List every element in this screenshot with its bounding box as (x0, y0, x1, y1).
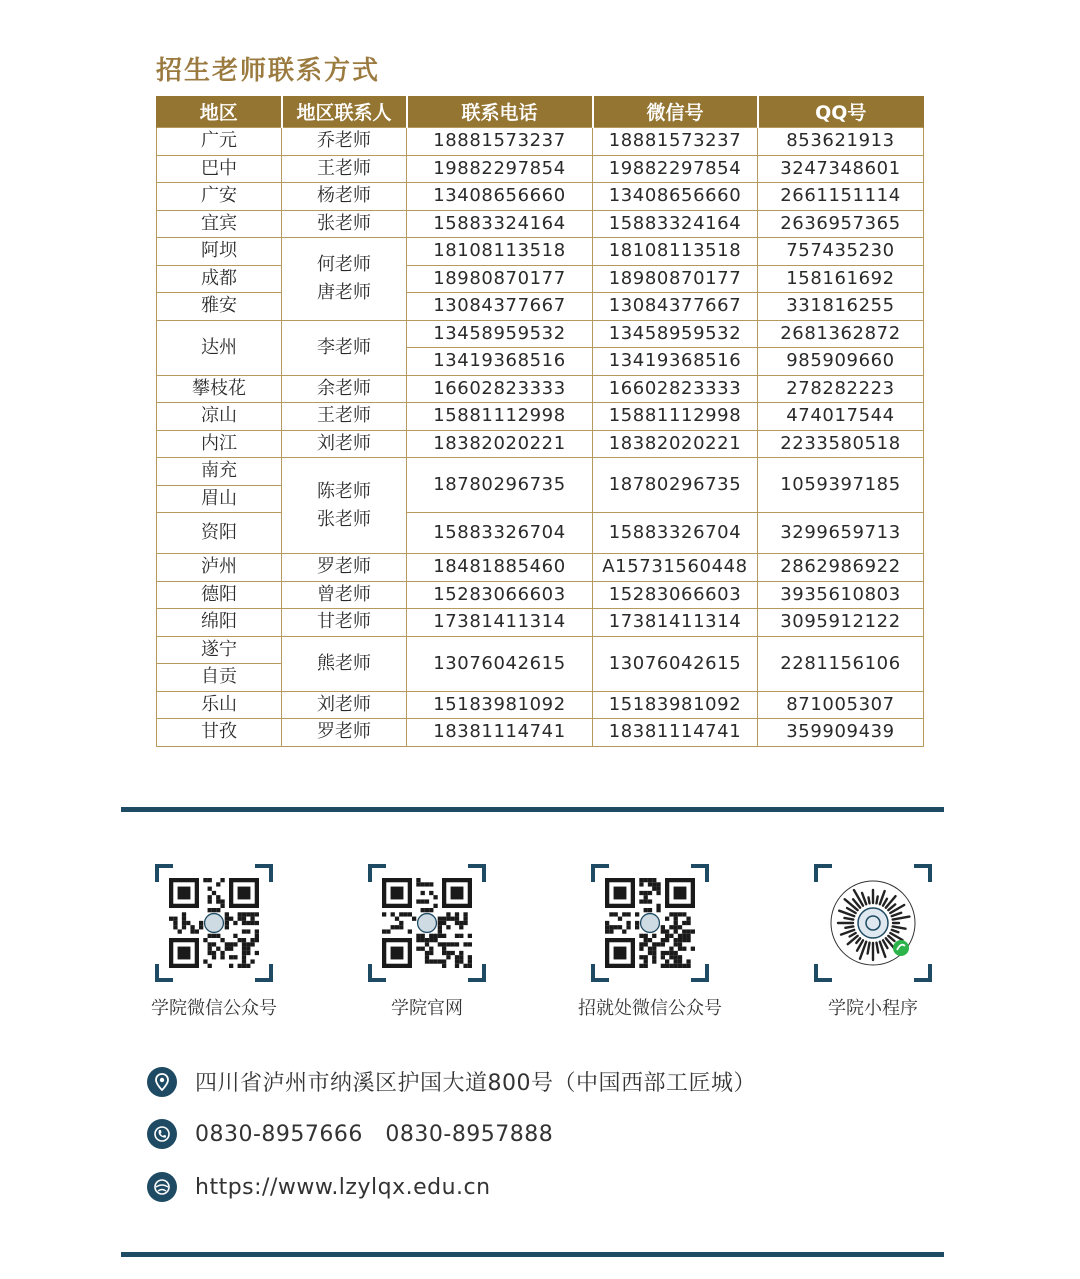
table-header-row (157, 96, 924, 128)
qq-cell: 3247348601 (758, 155, 924, 183)
wechat-cell: 15883326704 (593, 513, 758, 554)
phone-cell: 15883326704 (407, 513, 593, 554)
region-cell: 广安 (157, 183, 282, 211)
wechat-cell: 13458959532 (593, 320, 758, 348)
phone-cell: 13419368516 (407, 348, 593, 376)
phone-icon (147, 1119, 177, 1149)
wechat-cell: 13084377667 (593, 293, 758, 321)
phone-text: 0830-8957666 0830-8957888 (195, 1121, 554, 1147)
phone-cell: 17381411314 (407, 609, 593, 637)
phone-cell: 18881573237 (407, 128, 593, 156)
phone-cell: 16602823333 (407, 375, 593, 403)
table-row (157, 155, 924, 183)
globe-icon (147, 1172, 177, 1202)
phone-cell: 13076042615 (407, 636, 593, 691)
wechat-cell: 16602823333 (593, 375, 758, 403)
qq-cell: 871005307 (758, 691, 924, 719)
phone-cell: 18382020221 (407, 430, 593, 458)
wechat-cell: 19882297854 (593, 155, 758, 183)
phone-cell: 18980870177 (407, 265, 593, 293)
qr-label: 招就处微信公众号 (578, 998, 722, 1019)
wechat-cell: 15881112998 (593, 403, 758, 431)
region-cell: 资阳 (157, 513, 282, 554)
qq-cell: 2661151114 (758, 183, 924, 211)
address-row (147, 1066, 756, 1097)
wechat-cell: 18881573237 (593, 128, 758, 156)
header-teacher: 地区联系人 (282, 96, 407, 128)
phone-cell: 18780296735 (407, 458, 593, 513)
teacher-name: 陈老师 (317, 480, 371, 502)
region-cell: 阿坝 (157, 238, 282, 266)
wechat-cell: 15283066603 (593, 581, 758, 609)
header-wechat: 微信号 (593, 96, 758, 128)
region-cell: 成都 (157, 265, 282, 293)
phone-cell: 13408656660 (407, 183, 593, 211)
qq-cell: 757435230 (758, 238, 924, 266)
qr-frame (155, 864, 273, 982)
qr-wechat-official[interactable] (134, 864, 294, 1020)
teacher-cell: 乔老师 (282, 128, 407, 156)
teacher-cell: 罗老师 (282, 554, 407, 582)
qr-code-icon (382, 878, 472, 968)
phone-row (147, 1119, 553, 1149)
teacher-name: 何老师 (317, 253, 371, 275)
teacher-name: 唐老师 (317, 281, 371, 303)
qq-cell: 985909660 (758, 348, 924, 376)
region-cell: 内江 (157, 430, 282, 458)
teacher-cell: 王老师 (282, 403, 407, 431)
qr-frame (814, 864, 932, 982)
website-link[interactable]: https://www.lzylqx.edu.cn (195, 1174, 491, 1200)
mini-program-code-icon (828, 878, 918, 968)
qq-cell: 2281156106 (758, 636, 924, 691)
qq-cell: 359909439 (758, 719, 924, 747)
qr-frame (591, 864, 709, 982)
teacher-name: 张老师 (317, 508, 371, 530)
phone-cell: 15883324164 (407, 210, 593, 238)
wechat-cell: 15883324164 (593, 210, 758, 238)
table-row (157, 375, 924, 403)
teacher-cell: 刘老师 (282, 691, 407, 719)
region-cell: 自贡 (157, 664, 282, 692)
header-phone: 联系电话 (407, 96, 593, 128)
qq-cell: 158161692 (758, 265, 924, 293)
qr-employment-office[interactable] (570, 864, 730, 1020)
teacher-cell: 甘老师 (282, 609, 407, 637)
region-cell: 凉山 (157, 403, 282, 431)
header-region: 地区 (157, 96, 282, 128)
qr-mini-program[interactable] (793, 864, 953, 1020)
region-cell: 攀枝花 (157, 375, 282, 403)
qq-cell: 2862986922 (758, 554, 924, 582)
qr-code-icon (605, 878, 695, 968)
region-cell: 乐山 (157, 691, 282, 719)
table-row (157, 293, 924, 321)
teacher-cell: 王老师 (282, 155, 407, 183)
qq-cell: 3095912122 (758, 609, 924, 637)
table-row (157, 719, 924, 747)
region-cell: 巴中 (157, 155, 282, 183)
table-row (157, 609, 924, 637)
teacher-cell: 杨老师 (282, 183, 407, 211)
table-row (157, 513, 924, 554)
wechat-cell: 18980870177 (593, 265, 758, 293)
table-row (157, 265, 924, 293)
teacher-cell: 张老师 (282, 210, 407, 238)
wechat-cell: 18381114741 (593, 719, 758, 747)
qq-cell: 474017544 (758, 403, 924, 431)
phone-cell: 18481885460 (407, 554, 593, 582)
teacher-cell: 余老师 (282, 375, 407, 403)
wechat-cell: 17381411314 (593, 609, 758, 637)
region-cell: 眉山 (157, 485, 282, 513)
qq-cell: 3299659713 (758, 513, 924, 554)
qr-label: 学院微信公众号 (151, 998, 277, 1019)
qq-cell: 331816255 (758, 293, 924, 321)
bottom-divider (121, 1252, 944, 1257)
region-cell: 达州 (157, 320, 282, 375)
region-cell: 雅安 (157, 293, 282, 321)
qr-website[interactable] (347, 864, 507, 1020)
phone-cell: 15881112998 (407, 403, 593, 431)
website-row[interactable] (147, 1172, 491, 1202)
qq-cell: 3935610803 (758, 581, 924, 609)
top-divider (121, 807, 944, 812)
region-cell: 宜宾 (157, 210, 282, 238)
wechat-cell: 13408656660 (593, 183, 758, 211)
page-title: 招生老师联系方式 (156, 56, 381, 86)
table-row (157, 430, 924, 458)
qq-cell: 1059397185 (758, 458, 924, 513)
region-cell: 遂宁 (157, 636, 282, 664)
phone-cell: 19882297854 (407, 155, 593, 183)
table-row (157, 403, 924, 431)
table-row (157, 128, 924, 156)
teacher-cell-merged (282, 238, 407, 321)
table-row (157, 210, 924, 238)
teacher-cell-merged (282, 458, 407, 554)
teacher-cell: 李老师 (282, 320, 407, 375)
phone-cell: 18381114741 (407, 719, 593, 747)
qr-code-icon (169, 878, 259, 968)
teacher-cell: 罗老师 (282, 719, 407, 747)
region-cell: 德阳 (157, 581, 282, 609)
table-row (157, 183, 924, 211)
location-pin-icon (147, 1067, 177, 1097)
wechat-cell: 18382020221 (593, 430, 758, 458)
teacher-cell: 曾老师 (282, 581, 407, 609)
teacher-cell: 熊老师 (282, 636, 407, 691)
qr-label: 学院官网 (391, 998, 463, 1019)
wechat-cell: 18108113518 (593, 238, 758, 266)
qq-cell: 853621913 (758, 128, 924, 156)
table-row (157, 691, 924, 719)
wechat-cell: 15183981092 (593, 691, 758, 719)
header-qq: QQ号 (758, 96, 924, 128)
teacher-cell: 刘老师 (282, 430, 407, 458)
wechat-cell: A15731560448 (593, 554, 758, 582)
table-row (157, 320, 924, 348)
table-row (157, 581, 924, 609)
phone-cell: 15183981092 (407, 691, 593, 719)
qq-cell: 278282223 (758, 375, 924, 403)
qr-frame (368, 864, 486, 982)
wechat-cell: 13076042615 (593, 636, 758, 691)
qr-label: 学院小程序 (828, 998, 918, 1019)
table-row (157, 238, 924, 266)
qq-cell: 2233580518 (758, 430, 924, 458)
qq-cell: 2681362872 (758, 320, 924, 348)
phone-cell: 13458959532 (407, 320, 593, 348)
phone-cell: 18108113518 (407, 238, 593, 266)
phone-cell: 13084377667 (407, 293, 593, 321)
region-cell: 甘孜 (157, 719, 282, 747)
table-row (157, 636, 924, 664)
region-cell: 绵阳 (157, 609, 282, 637)
address-text: 四川省泸州市纳溪区护国大道800号（中国西部工匠城） (195, 1071, 756, 1096)
contact-table (156, 96, 924, 747)
wechat-cell: 13419368516 (593, 348, 758, 376)
phone-cell: 15283066603 (407, 581, 593, 609)
region-cell: 广元 (157, 128, 282, 156)
table-row (157, 458, 924, 486)
region-cell: 泸州 (157, 554, 282, 582)
region-cell: 南充 (157, 458, 282, 486)
qq-cell: 2636957365 (758, 210, 924, 238)
wechat-cell: 18780296735 (593, 458, 758, 513)
table-row (157, 554, 924, 582)
